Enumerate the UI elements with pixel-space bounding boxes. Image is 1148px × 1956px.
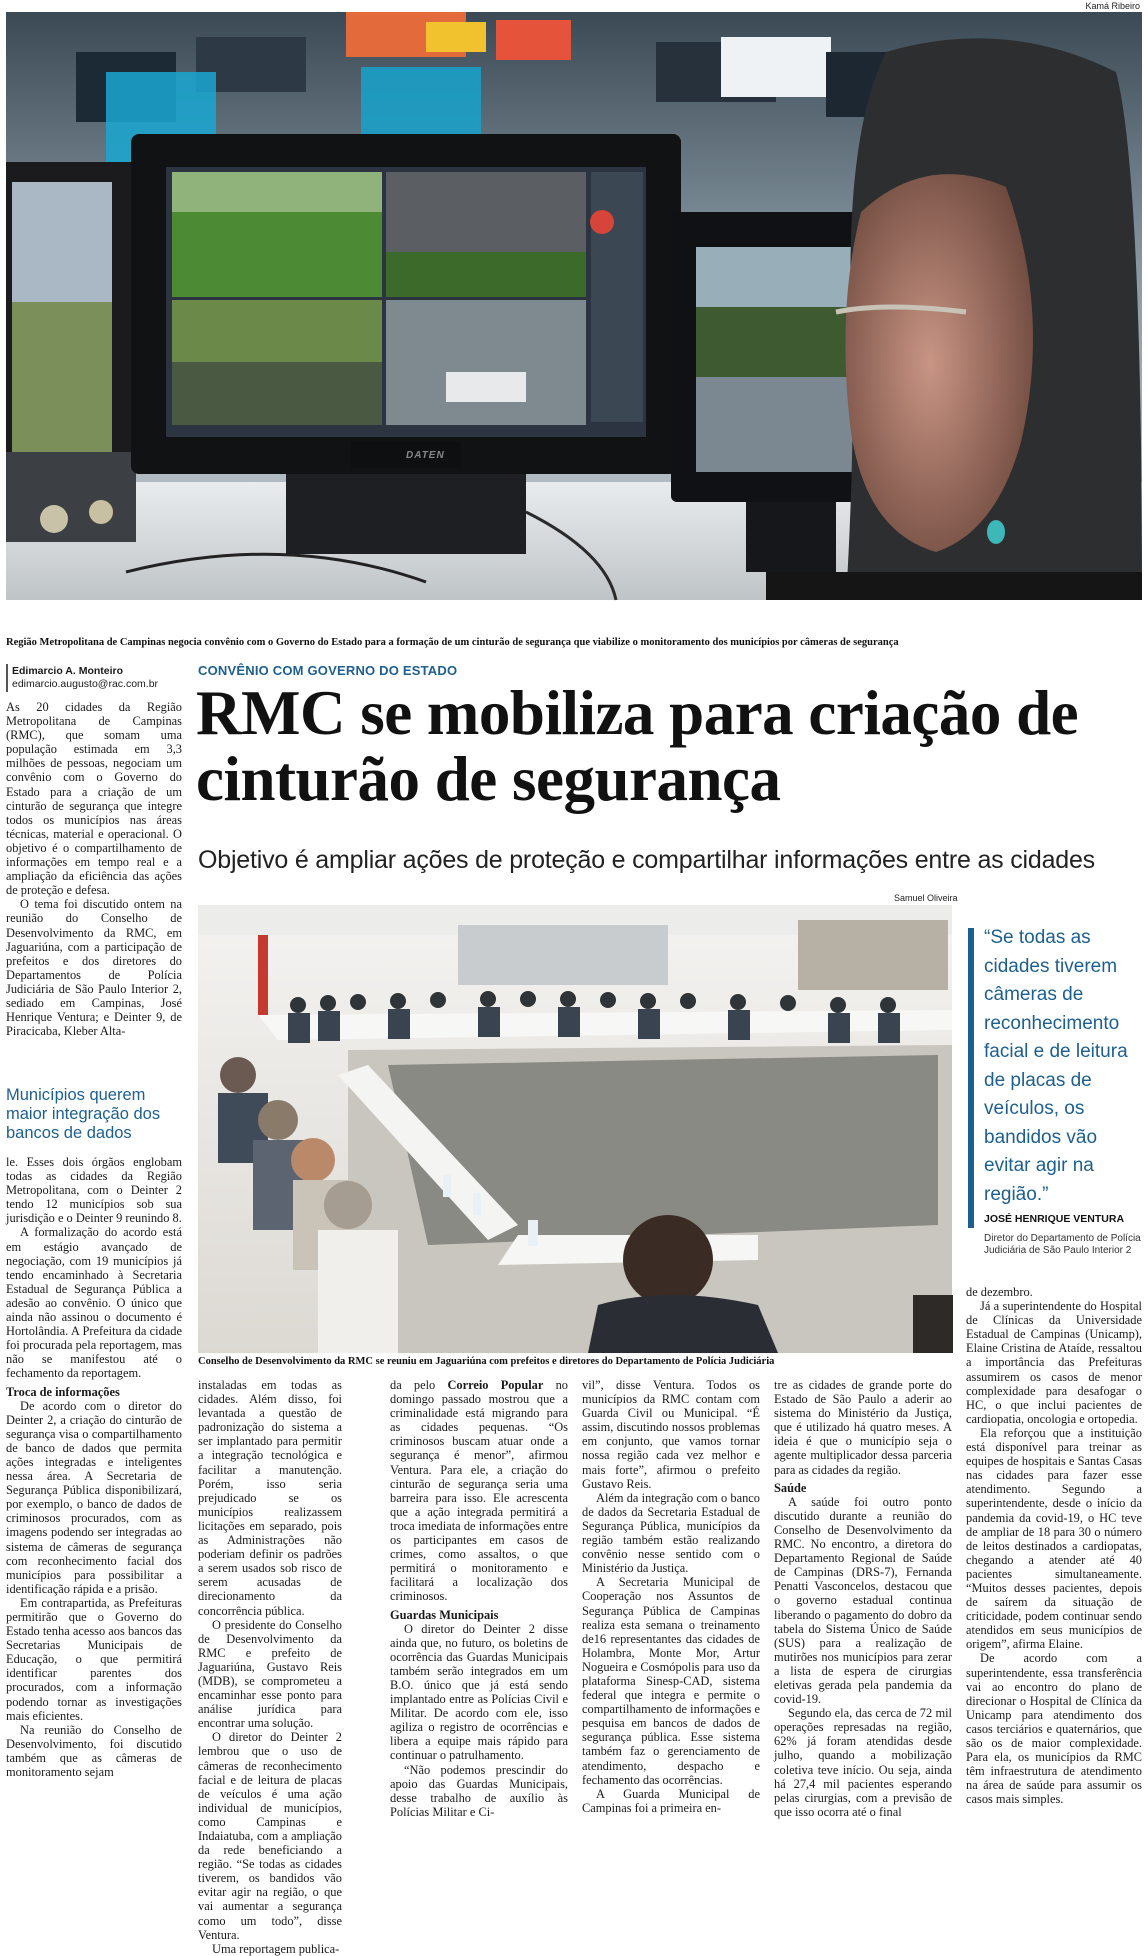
- paragraph: [390, 1378, 568, 1604]
- photo-credit-top: Kamá Ribeiro: [1085, 1, 1140, 11]
- byline-rule: [6, 664, 8, 692]
- pull-quote: “Se todas as cidades tiverem câmeras de reconhecimento facial e de leitura de placas de veículos, os bandidos vão evitar agir na região.”: [984, 927, 1128, 1205]
- paragraph: Ela reforçou que a instituição está disponível para treinar as equipes de hospitais e Santas Casas nas cidades para fazer esse atendimento. Segundo a superintendente, desde o início da pandemia da covid-19, o HC teve de ampliar de 18 para 30 o número de leitos destinados a cardiopatas, chegando a atender até 40 pacientes simultaneamente. “Muitos desses pacientes, depois de saírem da situação de criticidade, podem continuar sendo atendidos em seus municípios de origem”, afirma Elaine.: [966, 1425, 1142, 1652]
- paragraph: De acordo com o diretor do Deinter 2, a criação do cinturão de segurança visa o compartilhamento de banco de dados que permita ações integradas e inteligentes nessa área. A Secretaria de Segurança Pública disponibilizará, por exemplo, o banco de dados de criminosos procurados, com as imagens podendo ser integradas ao sistema de câmeras de segurança com reconhecimento facial dos municípios para possibilitar a identificação rápida e a prisão.: [6, 1398, 182, 1596]
- paragraph: “Não podemos prescindir do apoio das Guardas Municipais, desse trabalho de auxílio às Polícias Militar e Ci-: [390, 1762, 568, 1819]
- column-3: [390, 1378, 568, 1819]
- paragraph: Em contrapartida, as Prefeituras permitirão que o Governo do Estado tenha acesso aos bancos das Secretarias Municipais de Educação, o que permitirá identificar parentes dos procurados, com a informação podendo tornar as investigações mais eficientes.: [6, 1595, 182, 1723]
- article-subhead: Objetivo é ampliar ações de proteção e compartilhar informações entre as cidades: [198, 846, 1095, 874]
- photo-monitoring-center: [6, 12, 1142, 600]
- paragraph: tre as cidades de grande porte do Estado de São Paulo a aderir ao sistema do Ministério da Justiça, que é utilizado há quatro meses. A ideia é que o município seja o agente multiplicador dessa parceria para as cidades da região.: [774, 1378, 952, 1477]
- monitor-brand-label: DATEN: [406, 450, 445, 461]
- byline-email: edimarcio.augusto@rac.com.br: [12, 678, 159, 690]
- column-4: [582, 1378, 760, 1815]
- column-2: [198, 1378, 342, 1956]
- photo-illustration: [6, 12, 1142, 600]
- paragraph: De acordo com a superintendente, essa transferência vai ao encontro do plano de direcionar o Hospital de Clínica da Unicamp para atendimento dos casos terciários e quaternários, que são os de maior complexidade. Para ela, os municípios da RMC têm infraestrutura de atendimento na área de saúde para assumir os casos mais simples.: [966, 1651, 1142, 1807]
- photo-council-meeting: [198, 905, 952, 1353]
- paragraph: Já a superintendente do Hospital de Clínicas da Universidade Estadual de Campinas (Unicamp), Elaine Cristina de Ataíde, ressaltou a importância das Prefeituras assumirem os casos de menor complexidade para desafogar o HC, o que inclui pacientes de cardiopatia, oncologia e ortopedia.: [966, 1299, 1142, 1426]
- paragraph: O diretor do Deinter 2 lembrou que o uso de câmeras de reconhecimento facial e de leitura de placas de veículos é uma ação individual de municípios, como Campinas e Indaiatuba, com a ampliação da rede beneficiando a região. “Se todas as cidades tiverem, os bandidos vão evitar agir na região, o que vai aumentar a segurança como um todo”, disse Ventura.: [198, 1730, 342, 1942]
- subheading-troca: Troca de informações: [6, 1384, 120, 1399]
- meeting-illustration: [198, 905, 952, 1353]
- photo-caption-top: Região Metropolitana de Campinas negocia convênio com o Governo do Estado para a formação de um cinturão de segurança que viabilize o monitoramento dos municípios por câmeras de segurança: [6, 637, 899, 648]
- paragraph: instaladas em todas as cidades. Além disso, foi levantada a questão de padronização do sistema a ser implantado para permitir a integração tecnológica e facilitar a manutenção. Porém, isso seria prejudicado se os municípios realizassem licitações em separado, pois as Administrações não poderiam definir os padrões a serem usados sob risco de serem acusadas de direcionamento da concorrência pública.: [198, 1378, 342, 1618]
- text-run: no domingo passado mostrou que a criminalidade está migrando para as cidades pequenas. “Os criminosos buscam atuar onde a segurança é menor”, afirmou Ventura. Para ele, a criação do cinturão de segurança seria uma barreira para isso. Ele acrescenta que a ação integrada permitirá a troca imediata de informações entre os participantes em casos de crimes, como assaltos, o que permitirá o monitoramento e facilitará a localização dos criminosos.: [390, 1378, 568, 1604]
- paragraph: A Secretaria Municipal de Cooperação nos Assuntos de Segurança Pública de Campinas realiza esta semana o treinamento de16 representantes das cidades de Holambra, Monte Mor, Artur Nogueira e Cosmópolis para uso da plataforma Sinesp-CAD, sistema federal que integra e permite o compartilhamento de informações e pesquisa em bancos de dados de segurança pública. Esse sistema também faz o gerenciamento de atendimento, despacho e fechamento das ocorrências.: [582, 1575, 760, 1787]
- paragraph: de dezembro.: [966, 1285, 1033, 1299]
- paragraph: O presidente do Conselho de Desenvolvimento da RMC e prefeito de Jaguariúna, Gustavo Reis (MDB), se comprometeu a encaminhar esse ponto para análise jurídica para encontrar uma solução.: [198, 1617, 342, 1731]
- quote-author: JOSÉ HENRIQUE VENTURA: [984, 1213, 1125, 1225]
- column-5: [774, 1378, 952, 1819]
- quote-bar: [968, 928, 974, 1228]
- paragraph: Uma reportagem publica-: [212, 1941, 340, 1956]
- column-1-top: [6, 700, 182, 1038]
- subheading-saude: Saúde: [774, 1480, 807, 1495]
- article-deck: Municípios querem maior integração dos bancos de dados: [6, 1086, 161, 1142]
- newspaper-name: Correio Popular: [447, 1378, 544, 1392]
- paragraph: O tema foi discutido ontem na reunião do Conselho de Desenvolvimento da RMC, em Jaguariúna, com a participação de prefeitos e dos diretores do Departamentos de Polícia Judiciária de São Paulo Interior 2, sediado em Campinas, José Henrique Ventura; e Deinter 9, de Piracicaba, Kleber Alta-: [6, 897, 182, 1039]
- paragraph: Além da integração com o banco de dados da Secretaria Estadual de Segurança Pública, municípios da região também estão realizando convênio nesse sentido com o Ministério da Justiça.: [582, 1490, 760, 1576]
- paragraph: A Guarda Municipal de Campinas foi a primeira en-: [582, 1786, 760, 1815]
- paragraph: O diretor do Deinter 2 disse ainda que, no futuro, os boletins de ocorrência das Guardas Municipais também serão integrados em um B.O. único que já está sendo implantado entre as Polícias Civil e Militar. De acordo com ele, isso agiliza o registro de ocorrências e libera a equipe mais rápido para continuar o patrulhamento.: [390, 1621, 568, 1763]
- photo-credit-meeting: Samuel Oliveira: [894, 893, 958, 903]
- article-headline: RMC se mobiliza para criação de cinturão de segurança: [196, 678, 1079, 814]
- paragraph: Na reunião do Conselho de Desenvolvimento, foi discutido também que as câmeras de monitoramento sejam: [6, 1722, 182, 1780]
- paragraph: vil”, disse Ventura. Todos os municípios da RMC contam com Guarda Civil ou Municipal. “É assim, discutindo nossos problemas em conjunto, que vamos tornar nossa região cada vez melhor e mais forte”, afirmou o prefeito Gustavo Reis.: [582, 1378, 760, 1491]
- paragraph: le. Esses dois órgãos englobam todas as cidades da Região Metropolitana, com o Deinter 2 tendo 12 municípios sob sua jurisdição e o Deinter 9 reunindo 8.: [6, 1155, 182, 1226]
- article-kicker: CONVÊNIO COM GOVERNO DO ESTADO: [198, 663, 458, 678]
- byline-author: Edimarcio A. Monteiro: [12, 665, 124, 677]
- photo-caption-meeting: Conselho de Desenvolvimento da RMC se reuniu em Jaguariúna com prefeitos e diretores do Departamento de Polícia Judiciária: [198, 1356, 775, 1367]
- column-1-bottom: [6, 1155, 182, 1779]
- paragraph: A saúde foi outro ponto discutido durante a reunião do Conselho de Desenvolvimento da RMC. No encontro, a diretora do Departamento Regional de Saúde de Campinas (DRS-7), Fernanda Penatti Vasconcelos, destacou que o governo estadual continua liberando o pagamento do dobro da tabela do Sistema Único de Saúde (SUS) para a realização de mutirões nos municípios para zerar a lista de espera de cirurgias eletivas gerada pela pandemia da covid-19.: [774, 1494, 952, 1707]
- column-6: [966, 1285, 1142, 1806]
- subheading-guardas: Guardas Municipais: [390, 1607, 499, 1622]
- text-run: da pelo: [390, 1378, 448, 1392]
- paragraph: Segundo ela, das cerca de 72 mil operações represadas na região, 62% já foram atendidas desde julho, quando a mobilização coletiva teve início. Ou seja, ainda há 27,4 mil pacientes esperando pelas cirurgias, com a previsão de que isso ocorra até o final: [774, 1706, 952, 1819]
- quote-author-role: Diretor do Departamento de Polícia Judiciária de São Paulo Interior 2: [984, 1233, 1141, 1256]
- paragraph: As 20 cidades da Região Metropolitana de Campinas (RMC), que somam uma população estimada em 3,3 milhões de pessoas, negociam um convênio com o Governo do Estado para a criação de um cinturão de segurança que integre todos os municípios nas áreas técnicas, material e operacional. O objetivo é o compartilhamento de informações em tempo real e a ampliação da eficiência das ações de proteção e defesa.: [6, 700, 182, 898]
- paragraph: A formalização do acordo está em estágio avançado de negociação, com 19 municípios já tendo encaminhado à Secretaria Estadual de Segurança Pública a adesão ao convênio. O único que ainda não assinou o documento é Hortolândia. A Prefeitura da cidade foi procurada pela reportagem, mas não se manifestou até o fechamento da reportagem.: [6, 1225, 182, 1381]
